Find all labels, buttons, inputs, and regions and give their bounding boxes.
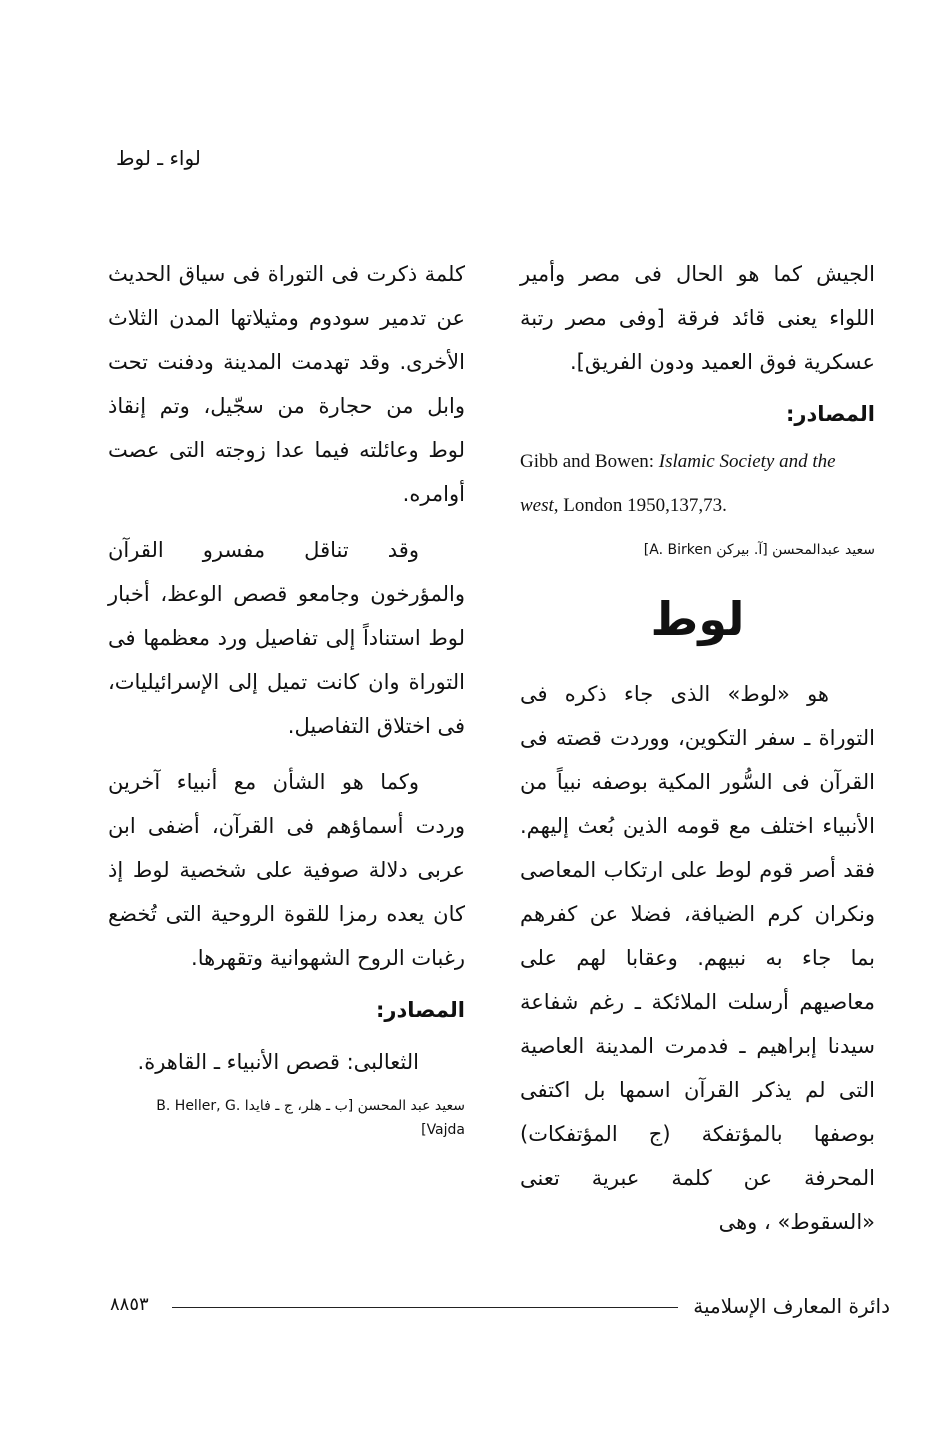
right-paragraph-1: الجيش كما هو الحال فى مصر وأمير اللواء يعنى قائد فرقة [وفى مصر رتبة عسكرية فوق العميد ودون الفريق]. [520,262,875,374]
right-column [520,252,875,1244]
left-paragraph-1: كلمة ذكرت فى التوراة فى سياق الحديث عن تدمير سودوم ومثيلاتها المدن الثلاث الأخرى. وقد تهدمت المدينة ودفنت تحت وابل من حجارة من سجّيل، وتم إنقاذ لوط وعائلته فيما عدا زوجته التى عصت أوامره. [108,262,465,506]
left-author-credit: سعيد عبد المحسن [ب ـ هلر، ج ـ فايدا B. Heller, G. Vajda] [156,1098,465,1138]
ref-authors: Gibb and Bowen: [520,451,659,472]
entry-title: لوط [650,592,745,646]
right-paragraph-2: هو «لوط» الذى جاء ذكره فى التوراة ـ سفر التكوين، ووردت قصته فى القرآن فى السُّور المكية بوصفه نبياً من الأنبياء اختلف مع قومه الذين بُعث إليهم. فقد أصر قوم لوط على ارتكاب المعاصى ونكران كرم الضيافة، فضلا عن كفرهم بما جاء به نبيهم. وعقابا لهم على معاصيهم أرسلت الملائكة ـ رغم شفاعة سيدنا إبراهيم ـ فدمرت المدينة العاصية التى لم يذكر القرآن اسمها بل اكتفى بوصفها بالمؤتفكة (ج المؤتفكات) المحرفة عن كلمة عبرية تعنى «السقوط» ، وهى [520,682,875,1234]
bibliography-entry [520,440,875,528]
right-sources-heading: المصادر: [785,402,875,426]
left-sources-heading: المصادر: [375,998,465,1022]
left-paragraph-2: وقد تناقل مفسرو القرآن والمؤرخون وجامعو قصص الوعظ، أخبار لوط استناداً إلى تفاصيل ورد معظمها فى التوراة وان كانت تميل إلى الإسرائيليات، فى اختلاق التفاصيل. [108,538,465,738]
left-source-1: الثعالبى: قصص الأنبياء ـ القاهرة. [137,1050,419,1074]
running-head: لواء ـ لوط [116,146,201,170]
left-column [108,252,465,1142]
ref-title: Islamic Society and the west [520,451,836,516]
left-paragraph-3: وكما هو الشأن مع أنبياء آخرين وردت أسماؤهم فى القرآن، أضفى ابن عربى دلالة صوفية على شخصية لوط إذ كان يعده رمزا للقوة الروحية التى تُخضع رغبات الروح الشهوانية وتقهرها. [108,770,465,970]
footer-rule [172,1307,678,1308]
footer-publication-title: دائرة المعارف الإسلامية [693,1294,890,1318]
right-author-credit: سعيد عبدالمحسن [آ. بيركن A. Birken] [643,542,875,558]
page-number: ٨٨٥٣ [110,1294,149,1315]
ref-publication-details: , London 1950,137,73. [553,495,727,516]
page-footer [110,1294,890,1322]
